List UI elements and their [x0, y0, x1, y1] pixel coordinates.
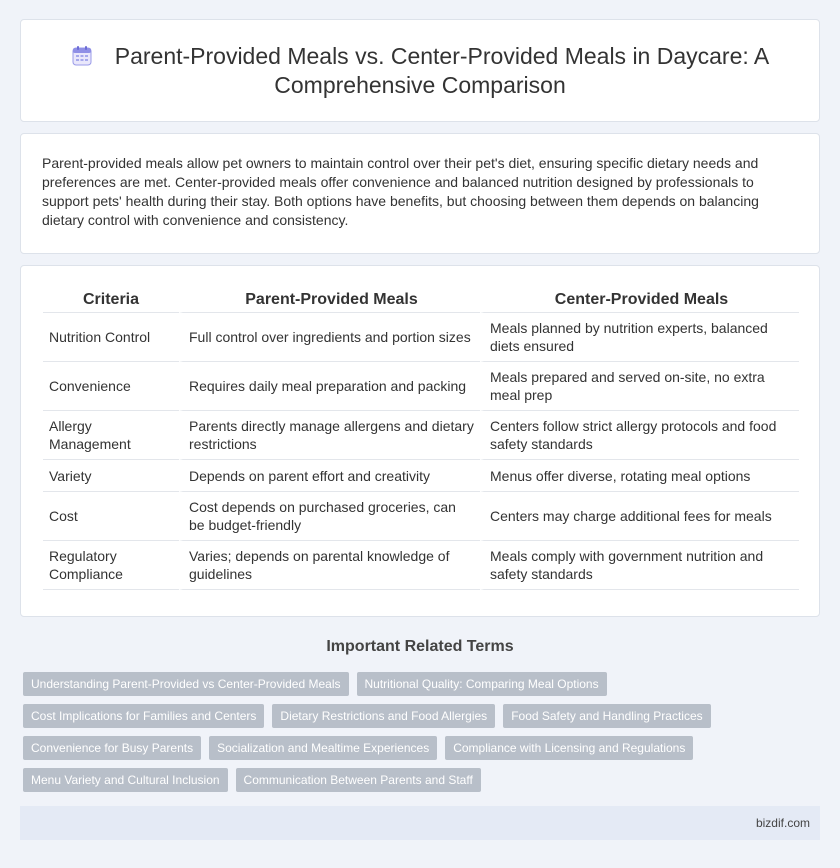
header-card — [20, 19, 820, 122]
table-row — [43, 460, 799, 492]
table-row — [43, 541, 799, 590]
related-term-tag[interactable]: Nutritional Quality: Comparing Meal Options — [357, 672, 607, 696]
related-terms-title: Important Related Terms — [326, 638, 514, 655]
parent-cell: Cost depends on purchased groceries, can be budget-friendly — [179, 492, 480, 541]
related-terms-list — [23, 672, 820, 792]
criteria-cell: Nutrition Control — [43, 313, 179, 362]
center-cell: Meals comply with government nutrition and safety standards — [480, 541, 799, 590]
intro-card — [20, 133, 820, 254]
center-cell: Centers follow strict allergy protocols and food safety standards — [480, 411, 799, 460]
comparison-table — [43, 287, 799, 590]
calendar-icon — [71, 45, 93, 67]
criteria-cell: Convenience — [43, 362, 179, 411]
related-term-tag[interactable]: Food Safety and Handling Practices — [503, 704, 710, 728]
related-term-tag[interactable]: Socialization and Mealtime Experiences — [209, 736, 437, 760]
related-term-tag[interactable]: Compliance with Licensing and Regulations — [445, 736, 693, 760]
criteria-cell: Regulatory Compliance — [43, 541, 179, 590]
intro-text: Parent-provided meals allow pet owners to maintain control over their pet's diet, ensuring specific dietary needs and preferences are met. Center-provided meals offer convenience and balanced nutrition designed by professionals to support pets' health during their stay. Both options have benefits, but choosing between them depends on balancing dietary control with convenience and consistency. — [42, 155, 759, 228]
footer — [20, 806, 820, 840]
parent-cell: Varies; depends on parental knowledge of guidelines — [179, 541, 480, 590]
center-cell: Menus offer diverse, rotating meal options — [480, 460, 799, 492]
related-term-tag[interactable]: Convenience for Busy Parents — [23, 736, 201, 760]
table-row — [43, 362, 799, 411]
page-title-text: Parent-Provided Meals vs. Center-Provided Meals in Daycare: A Comprehensive Comparison — [114, 42, 770, 98]
table-header-row — [43, 287, 799, 313]
center-cell: Meals planned by nutrition experts, balanced diets ensured — [480, 313, 799, 362]
site-link[interactable]: bizdif.com — [755, 816, 810, 830]
table-row — [43, 313, 799, 362]
header-criteria: Criteria — [43, 287, 179, 313]
parent-cell: Requires daily meal preparation and packing — [179, 362, 480, 411]
page-title — [61, 42, 779, 100]
criteria-cell: Variety — [43, 460, 179, 492]
center-cell: Centers may charge additional fees for meals — [480, 492, 799, 541]
center-cell: Meals prepared and served on-site, no extra meal prep — [480, 362, 799, 411]
related-term-tag[interactable]: Menu Variety and Cultural Inclusion — [23, 768, 228, 792]
header-parent-provided: Parent-Provided Meals — [179, 287, 480, 313]
related-term-tag[interactable]: Communication Between Parents and Staff — [236, 768, 481, 792]
table-row — [43, 411, 799, 460]
parent-cell: Depends on parent effort and creativity — [179, 460, 480, 492]
parent-cell: Full control over ingredients and portion sizes — [179, 313, 480, 362]
header-center-provided: Center-Provided Meals — [480, 287, 799, 313]
comparison-card — [20, 265, 820, 617]
criteria-cell: Allergy Management — [43, 411, 179, 460]
parent-cell: Parents directly manage allergens and dietary restrictions — [179, 411, 480, 460]
related-term-tag[interactable]: Cost Implications for Families and Centers — [23, 704, 264, 728]
related-term-tag[interactable]: Dietary Restrictions and Food Allergies — [272, 704, 495, 728]
related-term-tag[interactable]: Understanding Parent-Provided vs Center-Provided Meals — [23, 672, 349, 696]
criteria-cell: Cost — [43, 492, 179, 541]
table-row — [43, 492, 799, 541]
